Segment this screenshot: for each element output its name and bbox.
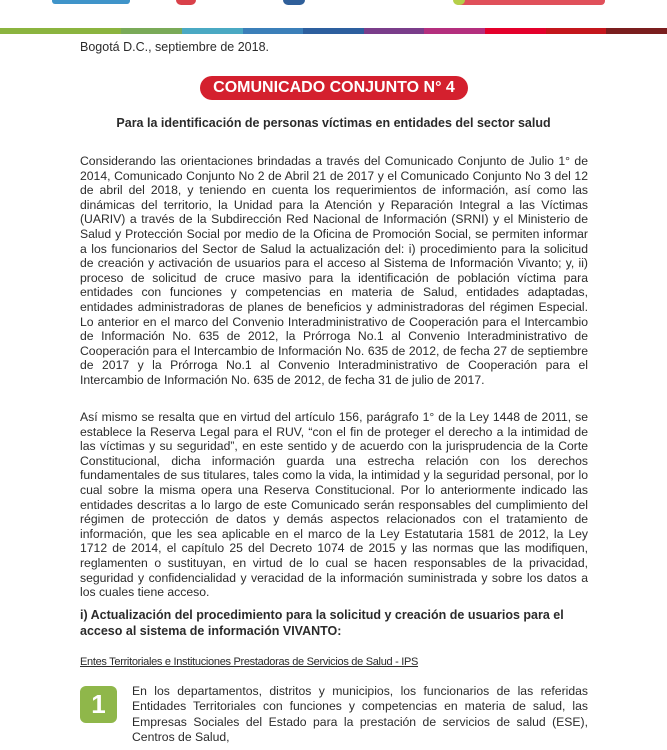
color-band-segment — [606, 28, 667, 34]
color-band-segment — [303, 28, 364, 34]
body-paragraph-2: Así mismo se resalta que en virtud del artículo 156, parágrafo 1° de la Ley 1448 de 2011, se establece la Reserva Legal para el RUV, “con el fin de proteger el derecho a la intimidad de las víctimas y su seguridad”, en este sentido y de acuerdo con la jurisprudencia de la Corte Constitucional, dicha información guarda una estrecha relación con los derechos fundamentales de sus titulares, tales como la vida, la intimidad y la seguridad personal, por lo cual sobre la misma opera una Reserva Constitucional. Por lo anteriormente indicado las entidades descritas a lo largo de este Comunicado serán responsables del cumplimiento del régimen de protección de datos y demás aspectos relacionados con el tratamiento de información, que les sea aplicable en el marco de la Ley Estatutaria 1581 de 2012, la Ley 1712 de 2014, el capítulo 25 del Decreto 1074 de 2015 y las normas que las modifiquen, reglamenten o sustituyan, en virtud de lo cual se hacen responsables de la privacidad, seguridad y confidencialidad y veracidad de la información suministrada y sobre los datos a los cuales tiene acceso. — [80, 410, 588, 600]
body-paragraph-1: Considerando las orientaciones brindadas a través del Comunicado Conjunto de Julio 1° de 2014, Comunicado Conjunto No 2 de Abril 21 de 2017 y el Comunicado Conjunto No 3 del 12 de abril del 2018, y teniendo en cuenta los requerimientos de información, así como las dinámicas del territorio, la Unidad para la Atención y Reparación Integral a las Víctimas (UARIV) a través de la Subdirección Red Nacional de Información (SRNI) y el Ministerio de Salud y Protección Social por medio de la Oficina de Promoción Social, se permiten informar a los funcionarios del Sector de Salud la actualización del: i) procedimiento para la solicitud de creación y activación de usuarios para el acceso al Sistema de Información Vivanto; y, ii) proceso de solicitud de cruce masivo para la identificación de población víctima para entidades con funciones y competencias en materia de Salud, entidades adaptadas, entidades administradoras de planes de beneficios y administradoras del régimen Especial. Lo anterior en el marco del Convenio Interadministrativo de Cooperación para el Intercambio de Información No. 635 de 2012, la Prórroga No.1 al Convenio Interadministrativo de Cooperación para el Intercambio de Información No. 635 de 2012, de fecha 27 de septiembre de 2017 y la Prórroga No.1 al Convenio Interadministrativo de Cooperación para el Intercambio de Información No. 635 de 2012, de fecha 31 de julio de 2017. — [80, 154, 588, 387]
partner-logo-right — [455, 0, 605, 5]
document-title: COMUNICADO CONJUNTO N° 4 — [200, 76, 468, 100]
item-number-badge: 1 — [80, 686, 117, 723]
color-band — [0, 28, 667, 34]
color-band-segment — [182, 28, 243, 34]
item-text: En los departamentos, distritos y municipios, los funcionarios de las referidas Entidades Territoriales con funciones y competencias en materia de salud, las Empresas Sociales del Estado para la prestación de servicios de salud (ESE), Centros de Salud, — [132, 684, 588, 745]
subsection-heading: Entes Territoriales e Instituciones Prestadoras de Servicios de Salud - IPS — [80, 656, 419, 668]
header-logos — [0, 0, 667, 8]
color-band-segment — [243, 28, 304, 34]
color-band-segment — [546, 28, 607, 34]
partner-logo-left — [52, 0, 130, 4]
color-band-segment — [121, 28, 182, 34]
date-line: Bogotá D.C., septiembre de 2018. — [80, 40, 270, 54]
color-band-segment — [61, 28, 122, 34]
color-band-segment — [0, 28, 61, 34]
section-heading: i) Actualización del procedimiento para la solicitud y creación de usuarios para el acceso al sistema de información VIVANTO: — [80, 608, 564, 638]
document-subtitle: Para la identificación de personas víctimas en entidades del sector salud — [116, 116, 551, 130]
color-band-segment — [424, 28, 485, 34]
color-band-segment — [364, 28, 425, 34]
partner-logo-red — [176, 0, 196, 5]
color-band-segment — [485, 28, 546, 34]
partner-logo-blue — [283, 0, 305, 5]
